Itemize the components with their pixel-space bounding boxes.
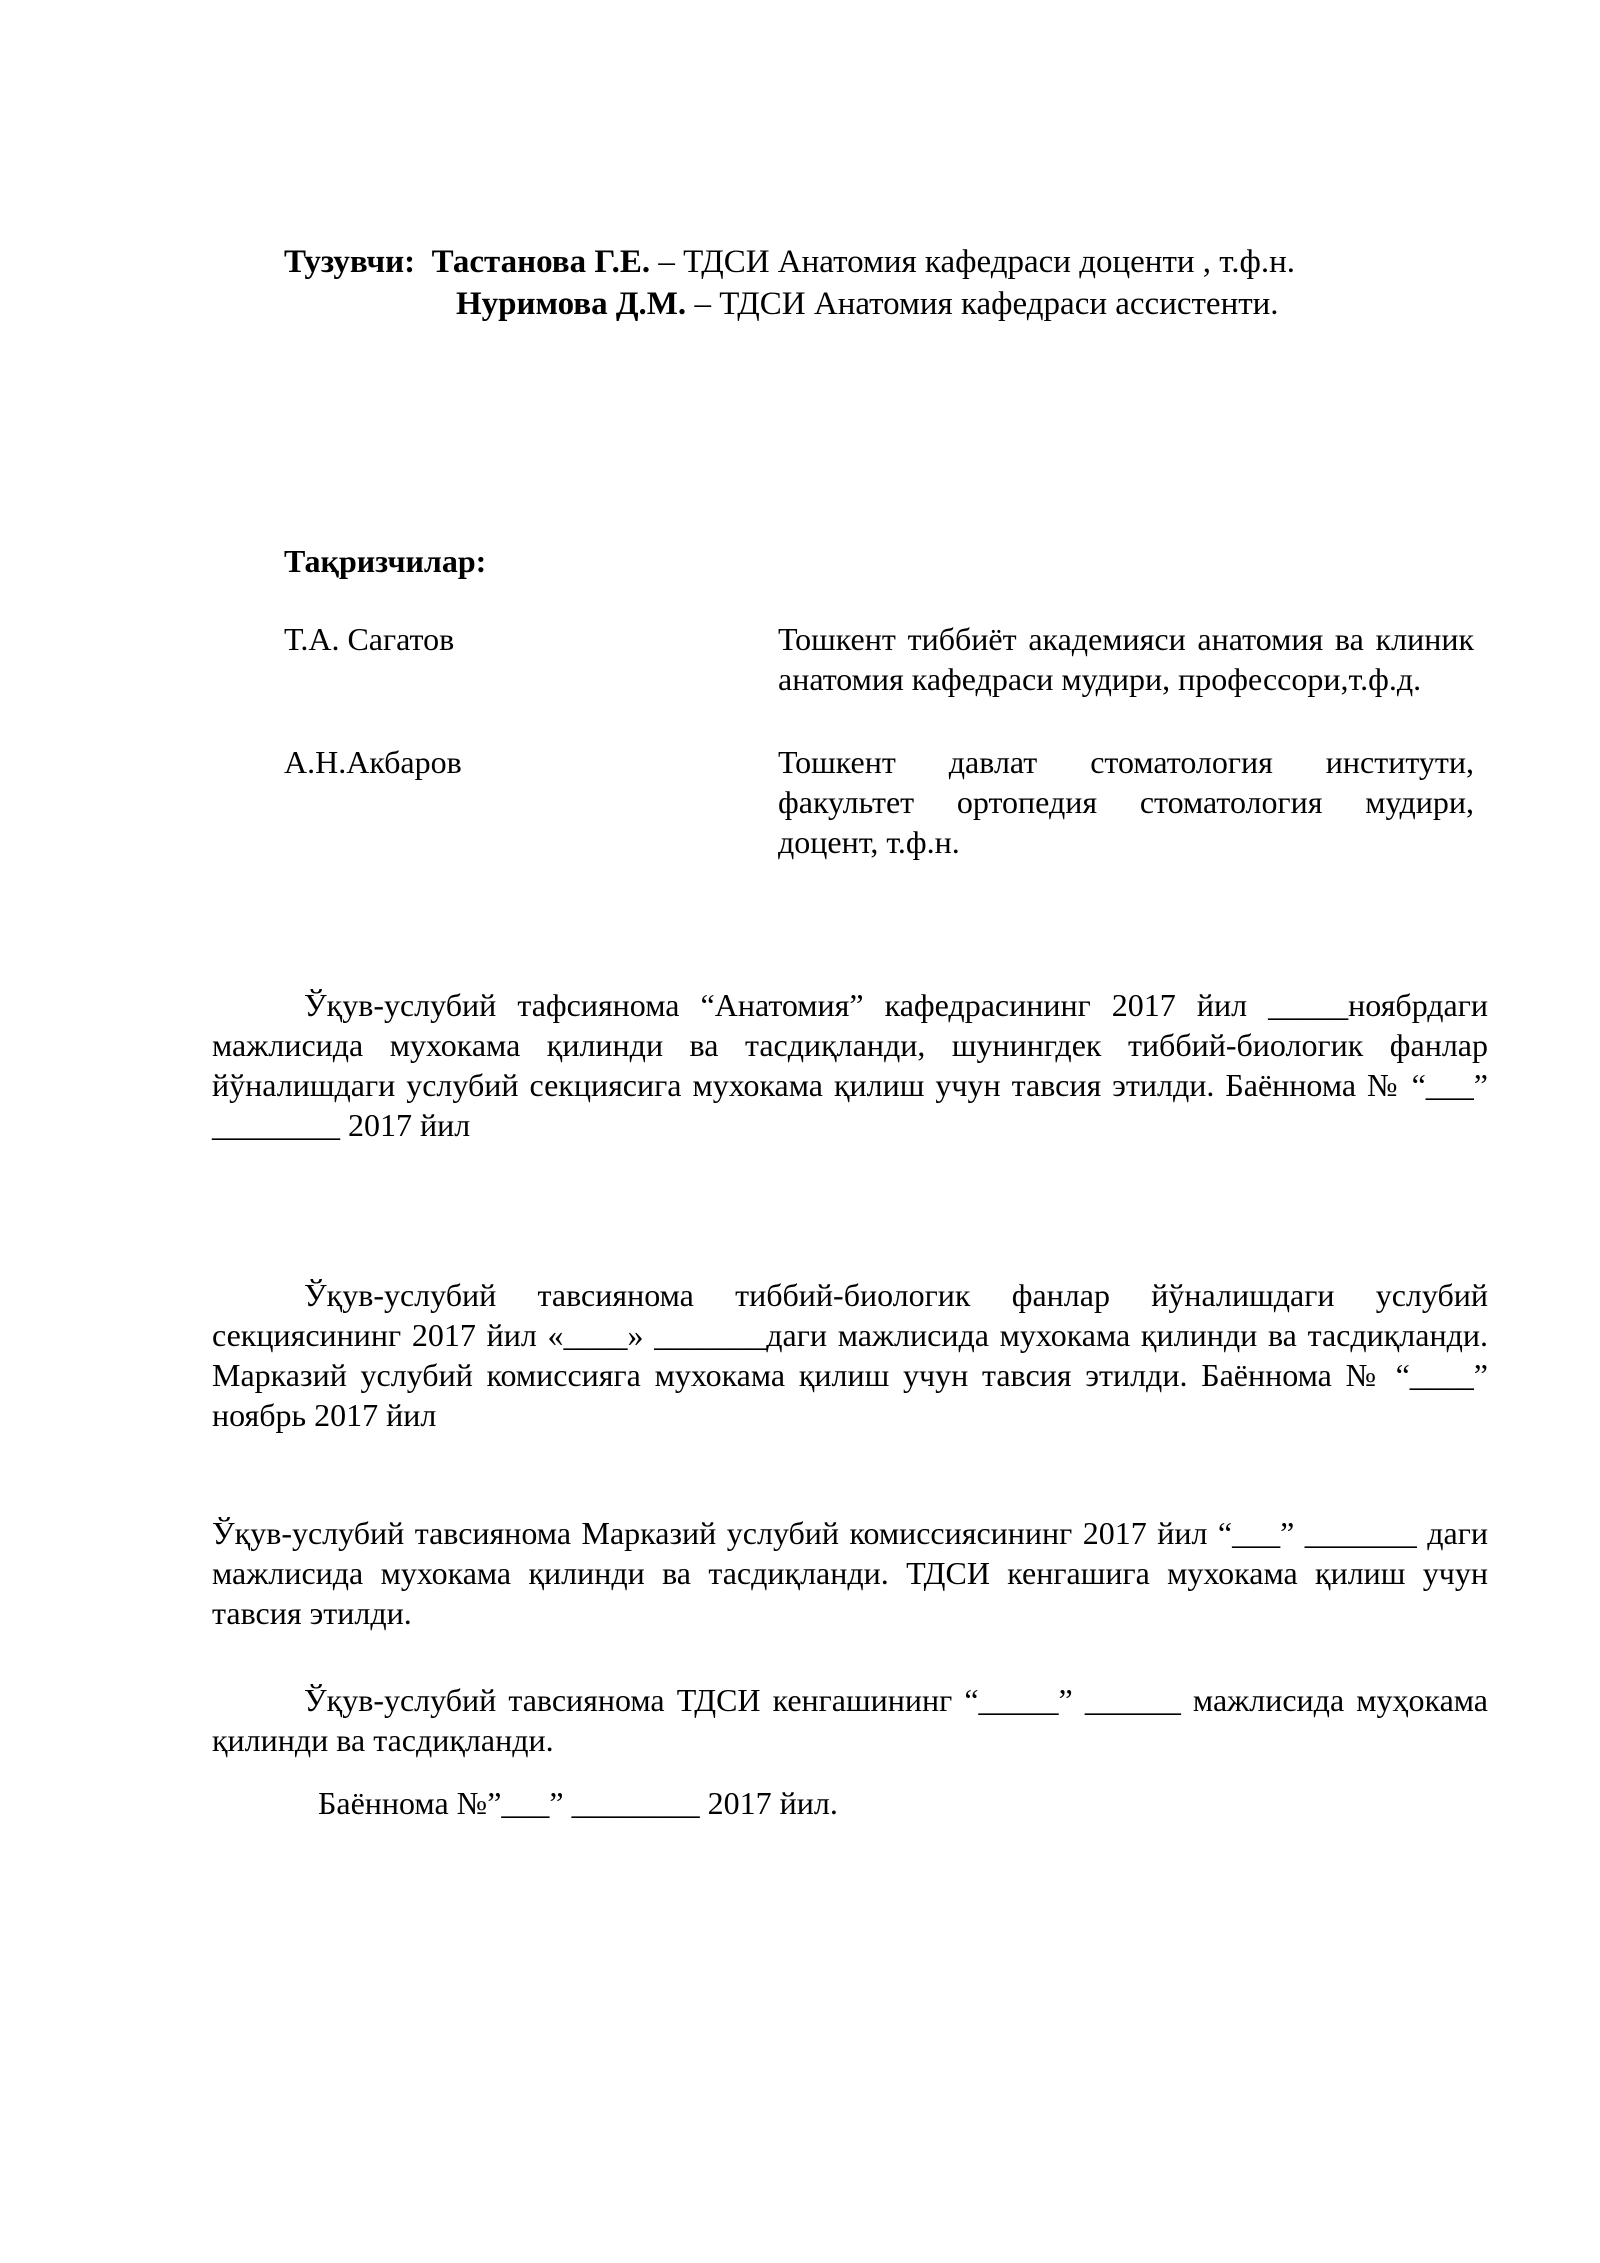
- reviewer-description: Тошкент давлат стоматология институти, факультет ортопедия стоматология мудири, доцент, т.ф.н.: [778, 744, 1474, 860]
- author-1-name: Тастанова Г.Е.: [431, 244, 651, 280]
- reviewers-heading: Тақризчилар:: [284, 543, 487, 579]
- council-protocol-line: Баённома №”___” ________ 2017 йил.: [318, 1785, 838, 1821]
- author-2-role: – ТДСИ Анатомия кафедраси ассистенти.: [686, 286, 1279, 322]
- author-line-2: [284, 283, 1484, 325]
- section-approval-paragraph: Ўқув-услубий тавсиянома тиббий-биологик фанлар йўналишдаги услубий секциясининг 2017 йил «____» _______даги мажлисида мухокама қилинди ва тасдиқланди. Марказий услубий комиссияга мухокама қилиш учун тавсия этилди. Баённома № “____” ноябрь 2017 йил: [212, 1277, 1488, 1433]
- commission-approval-paragraph: Ўқув-услубий тавсиянома Марказий услубий комиссиясининг 2017 йил “___” _______ даги мажлисида мухокама қилинди ва тасдиқланди. ТДСИ кенгашига мухокама қилиш учун тавсия этилди.: [212, 1515, 1488, 1631]
- council-approval-paragraph: Ўқув-услубий тавсиянома ТДСИ кенгашининг “_____” ______ мажлисида муҳокама қилинди ва тасдиқланди.: [212, 1682, 1488, 1758]
- author-2-name: Нуримова Д.М.: [456, 286, 687, 322]
- department-approval-paragraph: Ўқув-услубий тафсиянома “Анатомия” кафедрасининг 2017 йил _____ноябрдаги мажлисида мухокама қилинди ва тасдиқланди, шунингдек тиббий-биологик фанлар йўналишдаги услубий секциясига мухокама қилиш учун тавсия этилди. Баённома № “___” ________ 2017 йил: [212, 987, 1488, 1143]
- reviewer-name: А.Н.Акбаров: [284, 744, 462, 780]
- author-1-role: – ТДСИ Анатомия кафедраси доценти , т.ф.н.: [650, 244, 1296, 280]
- author-line-1: [284, 241, 1484, 283]
- authors-block: [284, 241, 1484, 325]
- authors-label: Тузувчи:: [284, 244, 416, 280]
- reviewer-name: Т.А. Сагатов: [284, 621, 455, 657]
- reviewer-description: Тошкент тиббиёт академияси анатомия ва клиник анатомия кафедраси мудири, профессори,т.ф.д.: [778, 621, 1474, 697]
